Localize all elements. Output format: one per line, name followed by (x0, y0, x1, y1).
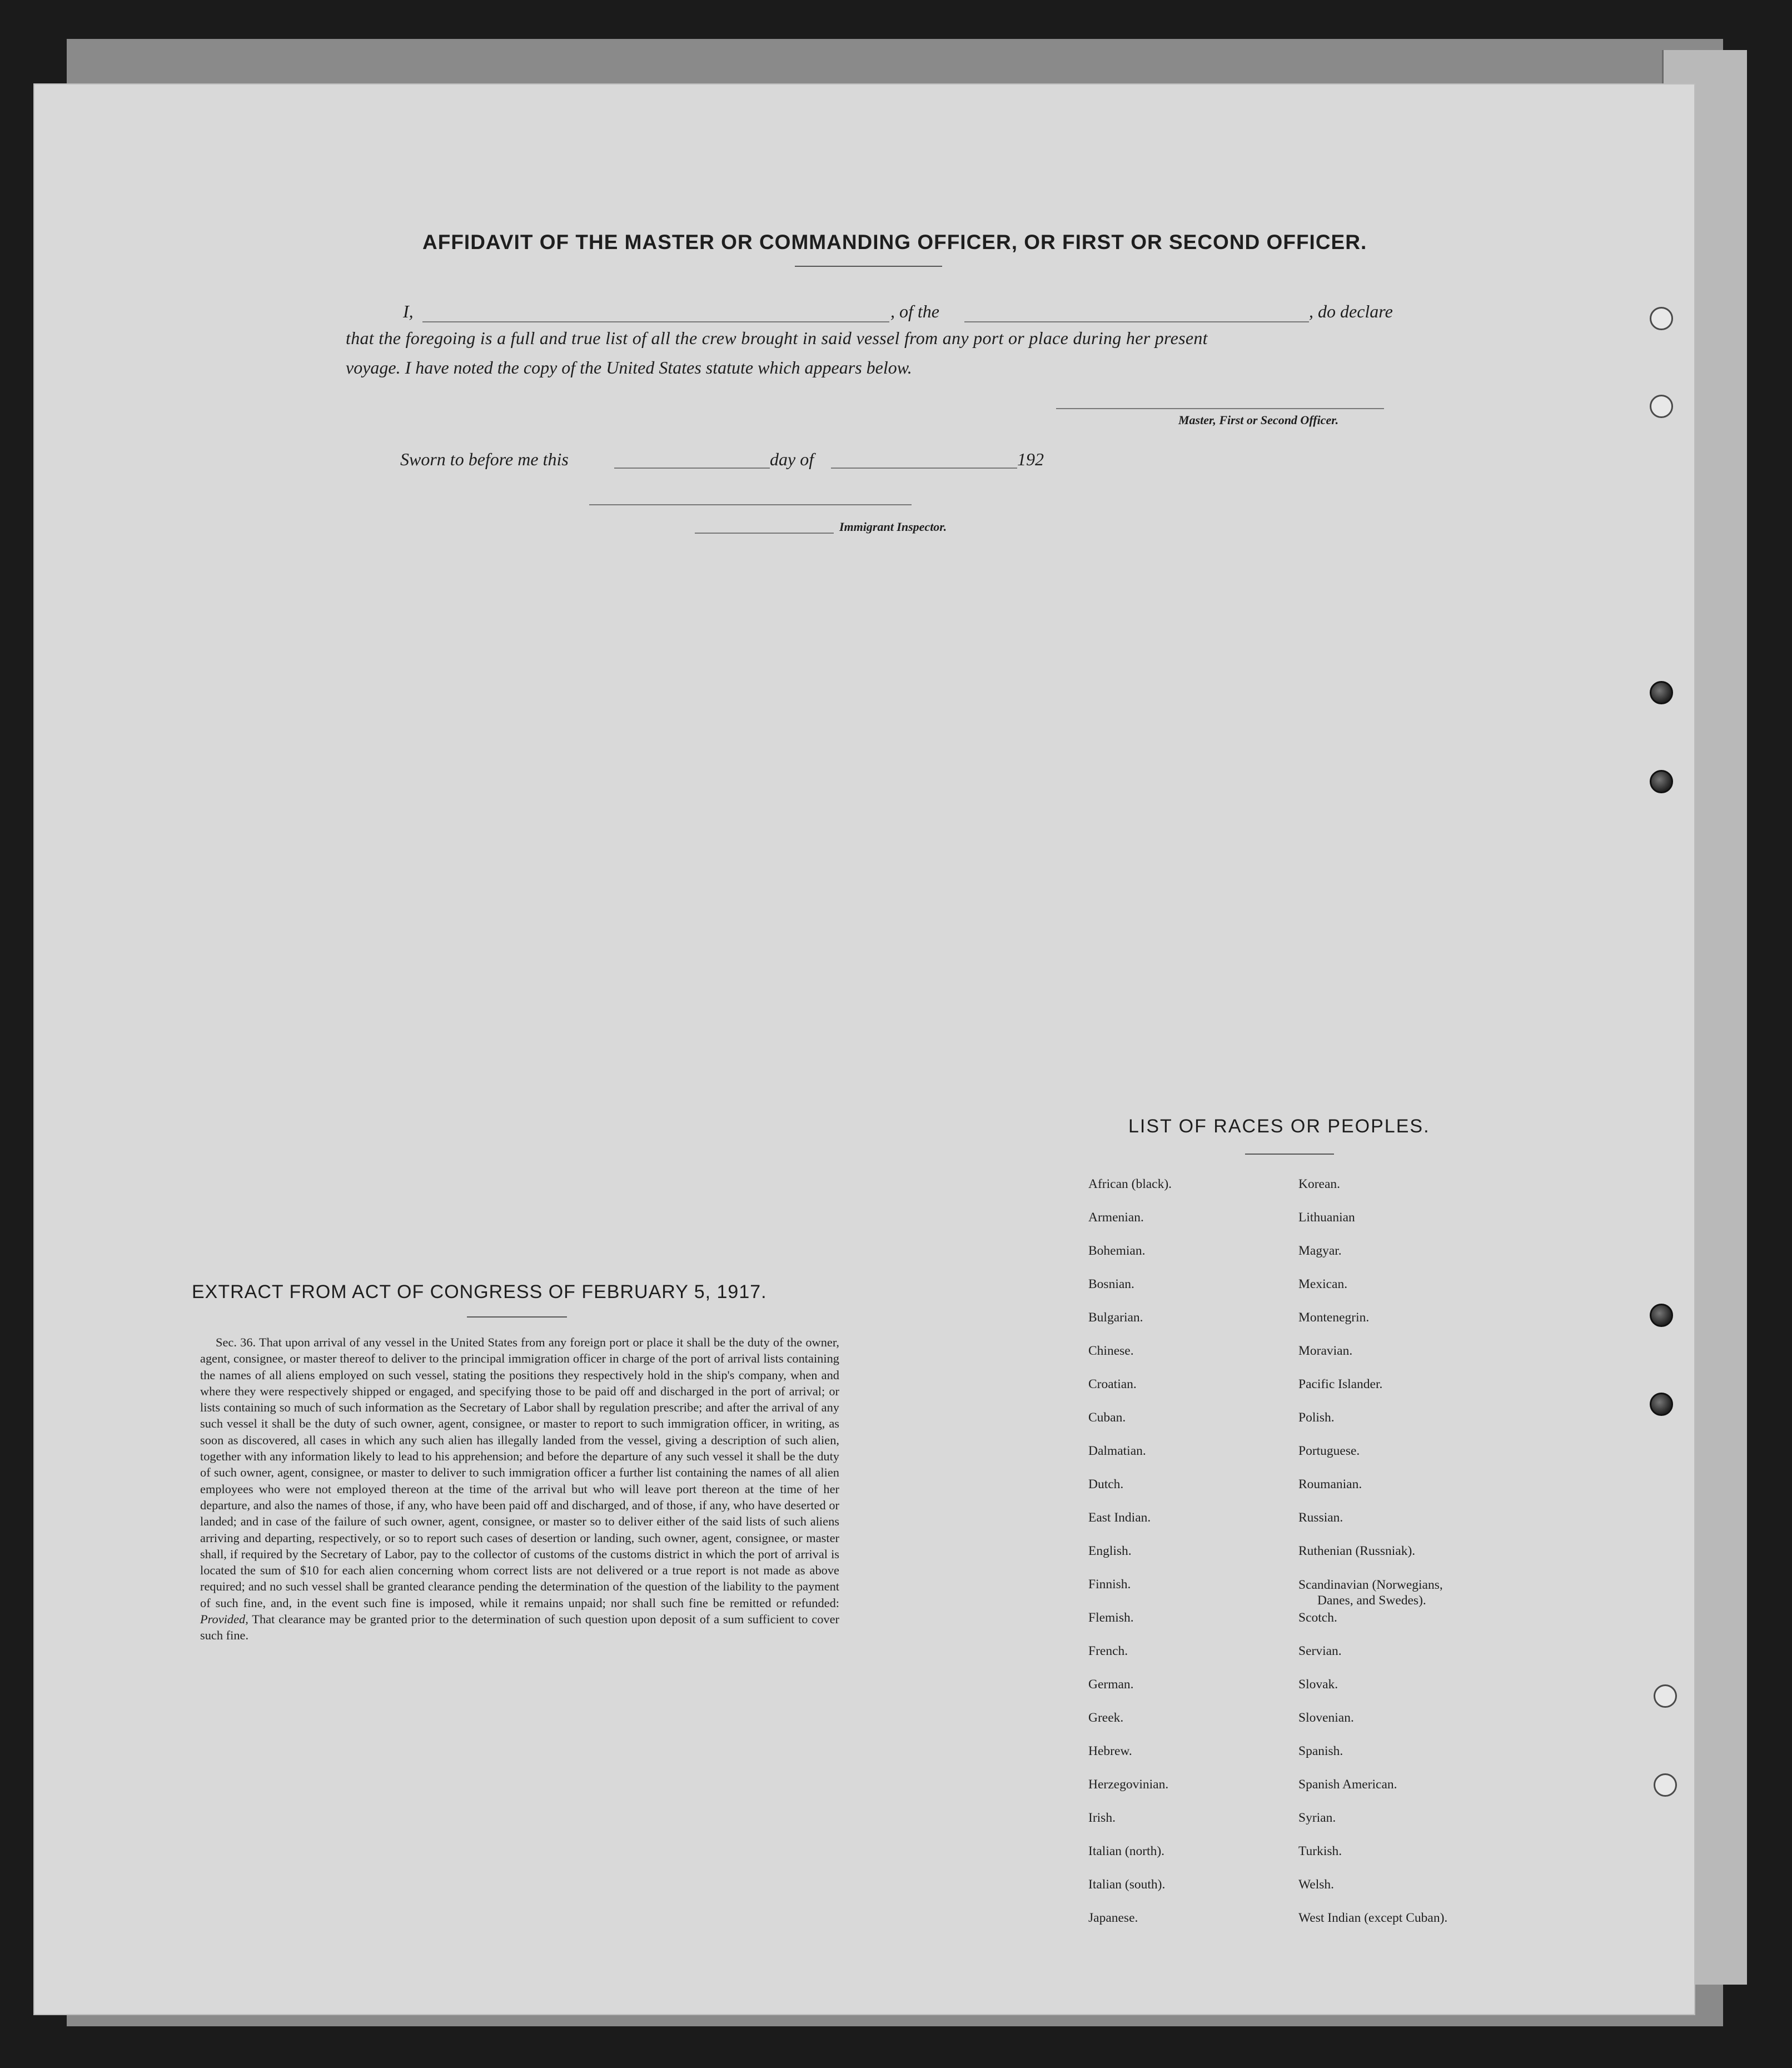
affidavit-line3: voyage. I have noted the copy of the United States statute which appears below. (346, 357, 912, 377)
race-item: Croatian. (1088, 1377, 1137, 1391)
extract-body-b: That clearance may be granted prior to the determination of such question upon deposit of a sum sufficient to cover such fine. (200, 1612, 839, 1643)
race-item: Bosnian. (1088, 1277, 1134, 1291)
master-caption: Master, First or Second Officer. (1178, 413, 1339, 427)
race-item: German. (1088, 1677, 1134, 1692)
master-signature-line[interactable] (1056, 408, 1384, 409)
race-item: Hebrew. (1088, 1744, 1132, 1758)
binder-hole (1650, 1393, 1673, 1416)
race-item-continuation: Danes, and Swedes). (1317, 1593, 1426, 1608)
sworn-text: Sworn to before me this (400, 449, 569, 469)
sworn-day-blank[interactable] (614, 468, 770, 469)
binder-hole (1650, 1304, 1673, 1327)
race-item: Polish. (1298, 1410, 1335, 1425)
affidavit-line2: that the foregoing is a full and true list of all the crew brought in said vessel from any port or place during her present (346, 328, 1208, 348)
affidavit-line1-i: I, (403, 301, 414, 321)
race-item: Finnish. (1088, 1577, 1131, 1592)
races-underline (1245, 1154, 1334, 1155)
binder-hole (1654, 1684, 1677, 1708)
race-item: Dalmatian. (1088, 1444, 1146, 1458)
races-right-column (1298, 1177, 1447, 1944)
race-item: French. (1088, 1644, 1128, 1658)
bleed-through-header (167, 114, 1501, 142)
race-item: Roumanian. (1298, 1477, 1362, 1492)
race-item: Spanish. (1298, 1744, 1343, 1758)
race-item: English. (1088, 1544, 1132, 1558)
race-item: Armenian. (1088, 1210, 1144, 1225)
race-item: Bohemian. (1088, 1244, 1146, 1258)
race-item: Japanese. (1088, 1911, 1138, 1925)
extract-provided: Provided, (200, 1612, 248, 1627)
race-item: Cuban. (1088, 1410, 1126, 1425)
race-item: Montenegrin. (1298, 1310, 1370, 1325)
race-item: Scotch. (1298, 1610, 1337, 1625)
race-item: Italian (south). (1088, 1877, 1166, 1892)
race-item: Greek. (1088, 1711, 1124, 1725)
race-item: Dutch. (1088, 1477, 1124, 1492)
race-item: Chinese. (1088, 1344, 1134, 1358)
affidavit-line1-declare: , do declare (1309, 301, 1393, 321)
binder-hole (1650, 307, 1673, 330)
race-item: Herzegovinian. (1088, 1777, 1169, 1792)
declarant-name-blank[interactable] (422, 321, 889, 322)
sworn-year: 192 (1017, 449, 1044, 469)
race-item: Slovenian. (1298, 1711, 1354, 1725)
race-item: Welsh. (1298, 1877, 1335, 1892)
vessel-name-blank[interactable] (964, 321, 1309, 322)
binder-hole (1650, 395, 1673, 418)
section-label: Sec. 36. (216, 1335, 256, 1349)
race-item: Korean. (1298, 1177, 1341, 1191)
sworn-month-blank[interactable] (831, 468, 1017, 469)
race-item: Turkish. (1298, 1844, 1342, 1858)
inspector-caption: Immigrant Inspector. (839, 520, 947, 534)
extract-underline (467, 1316, 567, 1318)
race-item: Flemish. (1088, 1610, 1134, 1625)
race-item: Spanish American. (1298, 1777, 1397, 1792)
race-item: Servian. (1298, 1644, 1342, 1658)
race-item: Pacific Islander. (1298, 1377, 1383, 1391)
races-left-column (1088, 1177, 1172, 1944)
race-item: West Indian (except Cuban). (1298, 1911, 1448, 1925)
race-item: Moravian. (1298, 1344, 1353, 1358)
extract-body (200, 1334, 839, 1644)
race-item: Bulgarian. (1088, 1310, 1143, 1325)
extract-title: EXTRACT FROM ACT OF CONGRESS OF FEBRUARY 5, 1917. (192, 1281, 767, 1303)
race-item: Scandinavian (Norwegians, (1298, 1578, 1443, 1592)
race-item: Syrian. (1298, 1811, 1336, 1825)
race-item: Russian. (1298, 1510, 1343, 1525)
binder-hole (1650, 681, 1673, 704)
race-item: Irish. (1088, 1811, 1116, 1825)
race-item: East Indian. (1088, 1510, 1151, 1525)
sworn-day-of: day of (770, 449, 814, 469)
race-item: Ruthenian (Russniak). (1298, 1544, 1416, 1558)
binder-hole (1654, 1773, 1677, 1797)
race-item: Portuguese. (1298, 1444, 1360, 1458)
race-item: Slovak. (1298, 1677, 1338, 1692)
race-item: African (black). (1088, 1177, 1172, 1191)
affidavit-line1-of-the: , of the (890, 301, 939, 321)
race-item-scandinavian (1298, 1577, 1447, 1610)
race-item: Magyar. (1298, 1244, 1342, 1258)
race-item: Lithuanian (1298, 1210, 1355, 1225)
races-title: LIST OF RACES OR PEOPLES. (1128, 1116, 1430, 1137)
extract-body-a: That upon arrival of any vessel in the United States from any foreign port or place it shall be the duty of the owner, agent, consignee, or master thereof to deliver to the principal immigration officer in charge of the port of arrival lists containing the names of all aliens employed on such vessel, stating the positions they respectively hold in the ship's company, when and where they were respectively shipped or engaged, and specifying those to be paid off and discharged in the port of arrival; or lists containing so much of such information as the Secretary of Labor shall by regulation prescribe; and after the arrival of any such vessel it shall be the duty of such owner, agent, consignee, or master to report to such immigration officer, in writing, as soon as discovered, all cases in which any such alien has illegally landed from the vessel, giving a description of such alien, together with any information likely to lead to his apprehension; and before the departure of any such vessel it shall be the duty of such owner, agent, consignee, or master to deliver to such immigration officer a further list containing the names of all alien employees who were not employed thereon at the time of the arrival but who will leave port thereon at the time of her departure, and also the names of those, if any, who have been paid off and discharged, and of those, if any, who have deserted or landed; and in case of the failure of such owner, agent, consignee, or master so to deliver either of the said lists of such aliens arriving and departing, respectively, or so to report such cases of desertion or landing, such owner, agent, consignee, or master shall, if required by the Secretary of Labor, pay to the collector of customs of the customs district in which the port of arrival is located the sum of $10 for each alien concerning whom correct lists are not delivered or a true report is not made as above required; and no such vessel shall be granted clearance pending the determination of the question of the liability to the payment of such fine, and, in the event such fine is imposed, while it remains unpaid; nor shall such fine be remitted or refunded: (200, 1335, 839, 1610)
title-underline (795, 266, 942, 267)
affidavit-title: AFFIDAVIT OF THE MASTER OR COMMANDING OFFICER, OR FIRST OR SECOND OFFICER. (422, 231, 1367, 253)
race-item: Italian (north). (1088, 1844, 1165, 1858)
binder-hole (1650, 770, 1673, 793)
inspector-signature-line-1[interactable] (589, 504, 912, 505)
race-item: Mexican. (1298, 1277, 1348, 1291)
inspector-signature-line-2[interactable] (695, 533, 834, 534)
